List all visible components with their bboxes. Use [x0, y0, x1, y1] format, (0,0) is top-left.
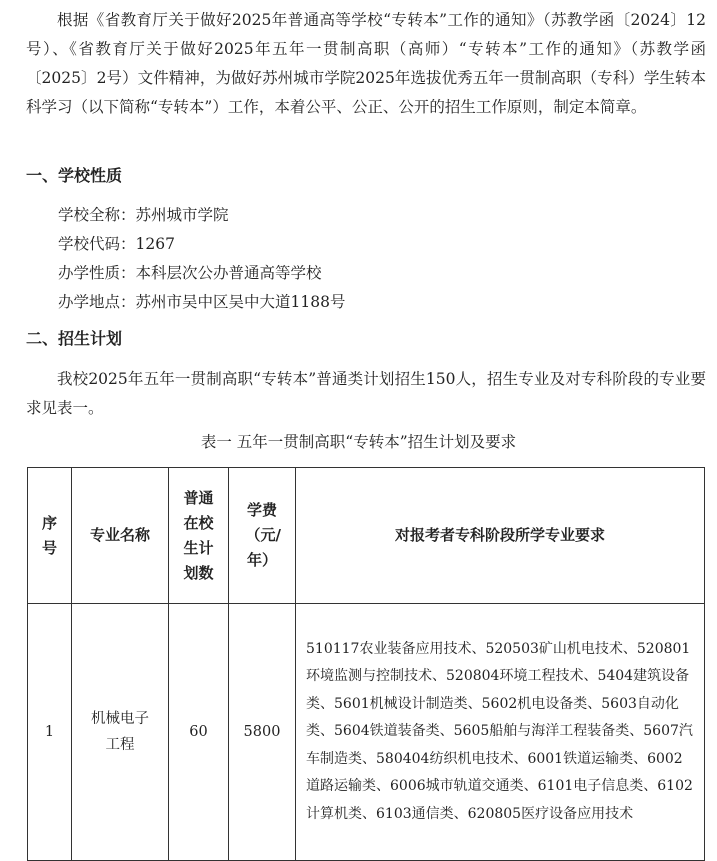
school-code: 学校代码：1267 — [58, 235, 175, 253]
header-requirements: 对报考者专科阶段所学专业要求 — [296, 468, 705, 604]
header-seq: 序号 — [28, 468, 72, 604]
table-row — [28, 604, 705, 861]
cell-plan: 60 — [169, 604, 229, 861]
section-heading-enrollment-plan: 二、招生计划 — [26, 329, 123, 348]
cell-major: 机械电子工程 — [72, 604, 169, 861]
school-full-name: 学校全称：苏州城市学院 — [58, 206, 229, 224]
cell-fee: 5800 — [229, 604, 296, 861]
cell-seq: 1 — [28, 604, 72, 861]
intro-paragraph: 根据《省教育厅关于做好2025年普通高等学校“专转本”工作的通知》（苏教学函〔2024〕12号）、《省教育厅关于做好2025年五年一贯制高职（高师）“专转本”工作的通知》（苏教学函〔2025〕2号）文件精神，为做好苏州城市学院2025年选拔优秀五年一贯制高职（专科）学生转本科学习（以下简称“专转本”）工作，本着公平、公正、公开的招生工作原则，制定本简章。 — [26, 11, 706, 116]
enrollment-table — [27, 467, 705, 861]
school-address: 办学地点：苏州市吴中区吴中大道1188号 — [58, 293, 346, 311]
header-plan: 普通在校生计划数 — [169, 468, 229, 604]
section-heading-school-info: 一、学校性质 — [26, 166, 123, 185]
enrollment-paragraph: 我校2025年五年一贯制高职“专转本”普通类计划招生150人，招生专业及对专科阶段的专业要求见表一。 — [26, 370, 706, 417]
header-major: 专业名称 — [72, 468, 169, 604]
table-header-row — [28, 468, 705, 604]
school-type: 办学性质：本科层次公办普通高等学校 — [58, 264, 322, 282]
cell-requirements: 510117农业装备应用技术、520503矿山机电技术、520801环境监测与控制技术、520804环境工程技术、5404建筑设备类、5601机械设计制造类、5602机电设备类、5603自动化类、5604铁道装备类、5605船舶与海洋工程装备类、5607汽车制造类、580404纺织机电技术、6001铁道运输类、6002道路运输类、6006城市轨道交通类、6101电子信息类、6102计算机类、6103通信类、620805医疗设备应用技术 — [296, 604, 705, 861]
header-fee: 学费（元/年） — [229, 468, 296, 604]
table-caption: 表一 五年一贯制高职“专转本”招生计划及要求 — [200, 433, 517, 451]
